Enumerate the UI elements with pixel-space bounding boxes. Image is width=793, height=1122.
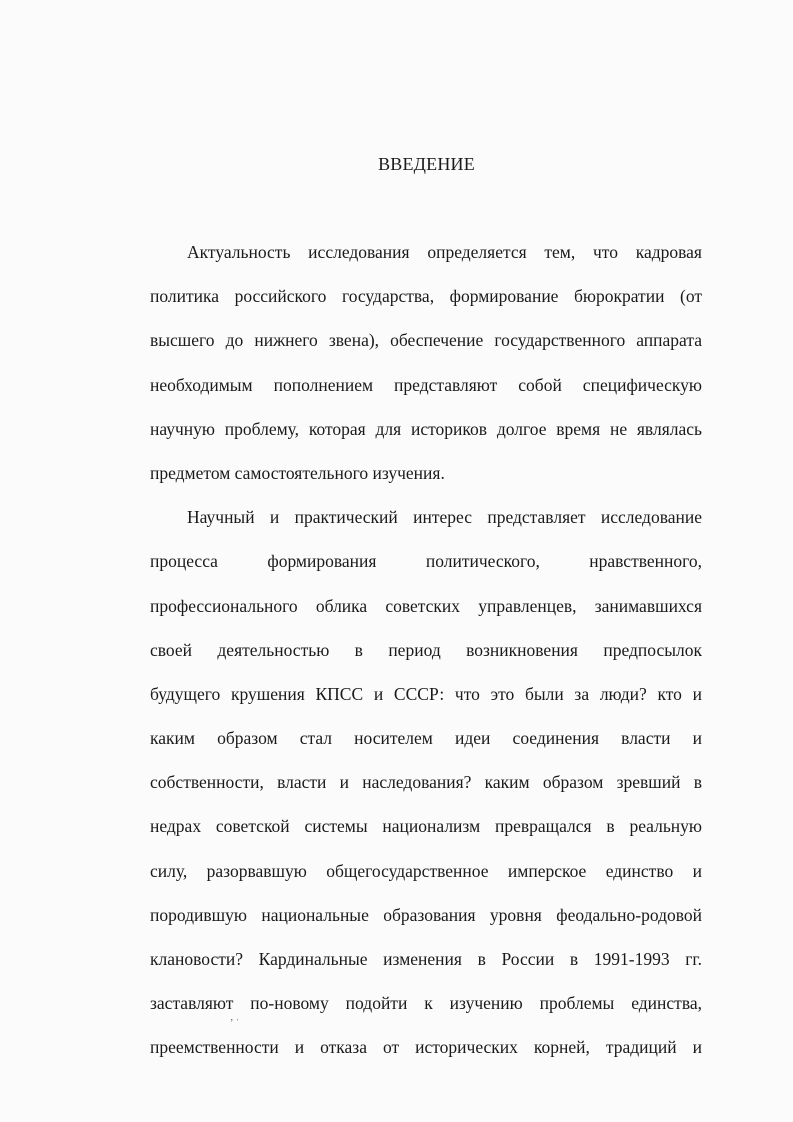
text-line: политика российского государства, формирование бюрократии (от [150, 286, 702, 307]
text-line: недрах советской системы национализм превращался в реальную [150, 816, 702, 837]
text-line: будущего крушения КПСС и СССР: что это были за люди? кто и [150, 683, 702, 704]
text-line: профессионального облика советских управленцев, занимавшихся [150, 595, 702, 616]
text-line: высшего до нижнего звена), обеспечение государственного аппарата [150, 330, 702, 351]
body-text [150, 230, 702, 1070]
text-line: заставляют по-новому подойти к изучению проблемы единства, [150, 993, 702, 1014]
text-line: предметом самостоятельного изучения. [150, 462, 445, 483]
text-line: процесса формирования политического, нравственного, [150, 551, 702, 572]
text-line: клановости? Кардинальные изменения в России в 1991-1993 гг. [150, 949, 702, 969]
text-line: силу, разорвавшую общегосударственное имперское единство и [150, 860, 702, 881]
text-line: собственности, власти и наследования? каким образом зревший в [150, 772, 702, 793]
scan-speck: ʼ ˈ [230, 1018, 240, 1029]
page-title: ВВЕДЕНИЕ [378, 154, 475, 174]
text-line: Актуальность исследования определяется тем, что кадровая [187, 242, 702, 262]
text-line: породившую национальные образования уровня феодально-родовой [150, 904, 702, 925]
text-line: научную проблему, которая для историков долгое время не являлась [150, 418, 702, 439]
text-line: своей деятельностью в период возникновения предпосылок [150, 639, 702, 660]
text-line: преемственности и отказа от исторических корней, традиций и [150, 1037, 702, 1058]
text-line: каким образом стал носителем идеи соединения власти и [150, 728, 702, 749]
text-line: необходимым пополнением представляют собой специфическую [150, 374, 702, 395]
text-line: Научный и практический интерес представляет исследование [187, 507, 702, 528]
